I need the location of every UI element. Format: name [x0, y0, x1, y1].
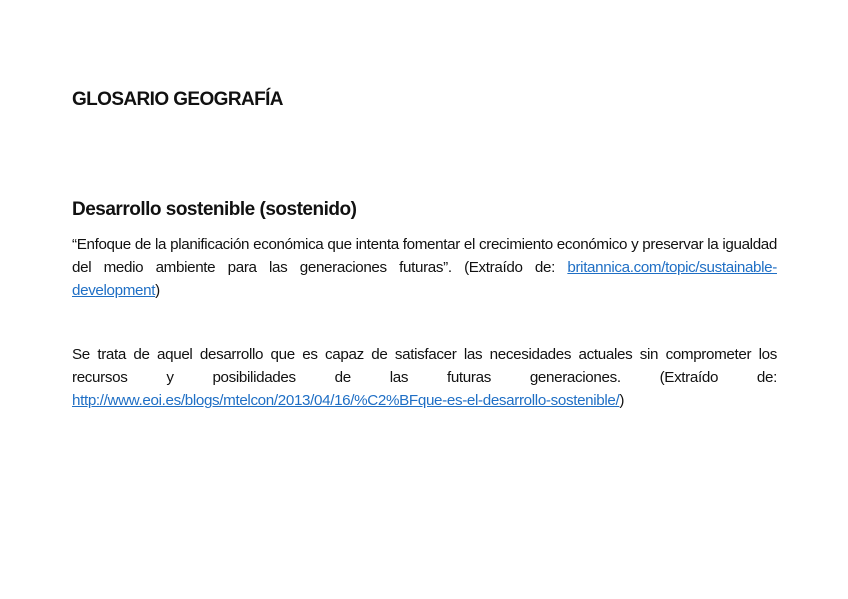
paragraph-1-suffix: ) — [155, 282, 160, 299]
source-link-britannica[interactable]: britannica.com/topic/sustainable-development — [72, 259, 777, 299]
section-heading: Desarrollo sostenible (sostenido) — [72, 199, 357, 220]
source-link-eoi[interactable]: http://www.eoi.es/blogs/mtelcon/2013/04/16/%C2%BFque-es-el-desarrollo-sostenible/ — [72, 392, 620, 409]
paragraph-2-suffix: ) — [619, 392, 625, 409]
page-title: GLOSARIO GEOGRAFÍA — [72, 89, 283, 110]
paragraph-2-text: Se trata de aquel desarrollo que es capaz de satisfacer las necesidades actuales sin comprometer los recursos y posibilidades de las futuras generaciones. (Extraído de: — [72, 346, 777, 386]
definition-paragraph-2 — [72, 343, 777, 412]
definition-paragraph-1 — [72, 233, 777, 302]
paragraph-1-text: “Enfoque de la planificación económica que intenta fomentar el crecimiento económico y preservar la igualdad del medio ambiente para las generaciones futuras”. (Extraído de: — [72, 236, 777, 276]
